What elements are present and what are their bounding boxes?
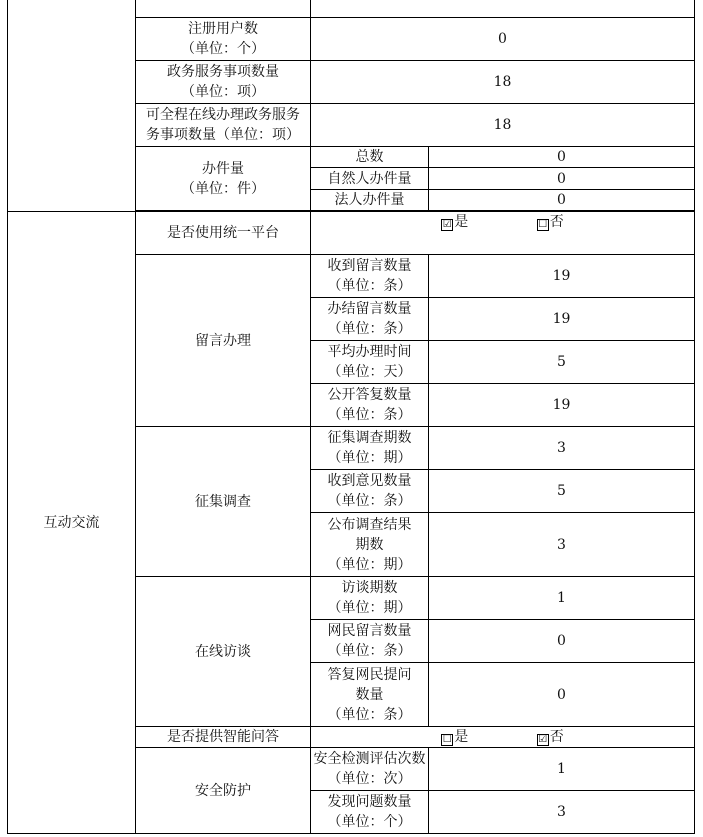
messages-avg-time-label: 平均办理时间 （单位：天）: [311, 341, 429, 384]
security-assessments-value: 1: [429, 748, 695, 791]
messages-label: 留言办理: [136, 255, 311, 427]
smart-qa-yes[interactable]: ☐ 是: [442, 729, 469, 745]
messages-public-replies-label: 公开答复数量 （单位：条）: [311, 384, 429, 427]
interview-periods-label: 访谈期数 （单位：期）: [311, 577, 429, 620]
table-row: [8, 0, 695, 18]
messages-avg-time-value: 5: [429, 341, 695, 384]
security-issues-value: 3: [429, 791, 695, 834]
row-label: [136, 0, 311, 18]
online-full-items-value: 18: [311, 104, 695, 147]
security-issues-label: 发现问题数量 （单位：个）: [311, 791, 429, 834]
table-row: [8, 212, 695, 255]
unified-platform-label: 是否使用统一平台: [136, 212, 311, 255]
messages-concluded-label: 办结留言数量 （单位：条）: [311, 298, 429, 341]
cases-legal-person-label: 法人办件量: [311, 190, 429, 211]
unified-platform-options: [311, 212, 695, 255]
survey-results-value: 3: [429, 513, 695, 577]
checked-box-icon: ☑: [442, 219, 452, 230]
statistics-table: [7, 0, 695, 834]
cases-natural-person-label: 自然人办件量: [311, 168, 429, 190]
unchecked-box-icon: ☐: [442, 734, 452, 745]
survey-results-label: 公布调查结果 期数 （单位：期）: [311, 513, 429, 577]
cases-total-label: 总数: [311, 147, 429, 168]
unified-platform-yes[interactable]: ☑ 是: [442, 214, 469, 230]
cases-legal-person-value: 0: [429, 190, 695, 211]
interview-netizen-msgs-label: 网民留言数量 （单位：条）: [311, 620, 429, 663]
messages-received-label: 收到留言数量 （单位：条）: [311, 255, 429, 298]
interview-netizen-msgs-value: 0: [429, 620, 695, 663]
survey-opinions-value: 5: [429, 470, 695, 513]
survey-periods-label: 征集调查期数 （单位：期）: [311, 427, 429, 470]
messages-concluded-value: 19: [429, 298, 695, 341]
interview-replies-value: 0: [429, 663, 695, 727]
smart-qa-no[interactable]: ☑ 否: [538, 729, 564, 745]
section-interaction: 互动交流: [8, 212, 136, 834]
interview-replies-label: 答复网民提问 数量 （单位：条）: [311, 663, 429, 727]
section-security: 安全防护: [136, 748, 311, 834]
checked-box-icon: ☑: [538, 734, 548, 745]
unchecked-box-icon: ☐: [538, 219, 548, 230]
gov-service-items-label: 政务服务事项数量 （单位：项）: [136, 61, 311, 104]
cases-label: 办件量 （单位：件）: [136, 147, 311, 211]
interview-periods-value: 1: [429, 577, 695, 620]
survey-opinions-label: 收到意见数量 （单位：条）: [311, 470, 429, 513]
messages-public-replies-value: 19: [429, 384, 695, 427]
smart-qa-label: 是否提供智能问答: [136, 727, 311, 748]
interview-label: 在线访谈: [136, 577, 311, 727]
messages-received-value: 19: [429, 255, 695, 298]
survey-periods-value: 3: [429, 427, 695, 470]
smart-qa-options: [311, 727, 695, 748]
cases-natural-person-value: 0: [429, 168, 695, 190]
section-cell-empty: [8, 0, 136, 212]
registered-users-value: 0: [311, 18, 695, 61]
row-value: [311, 0, 695, 18]
cases-total-value: 0: [429, 147, 695, 168]
gov-service-items-value: 18: [311, 61, 695, 104]
online-full-items-label: 可全程在线办理政务服务 务事项数量（单位：项）: [136, 104, 311, 147]
security-assessments-label: 安全检测评估次数 （单位：次）: [311, 748, 429, 791]
unified-platform-no[interactable]: ☐ 否: [538, 214, 564, 230]
survey-label: 征集调查: [136, 427, 311, 577]
registered-users-label: 注册用户数 （单位：个）: [136, 18, 311, 61]
